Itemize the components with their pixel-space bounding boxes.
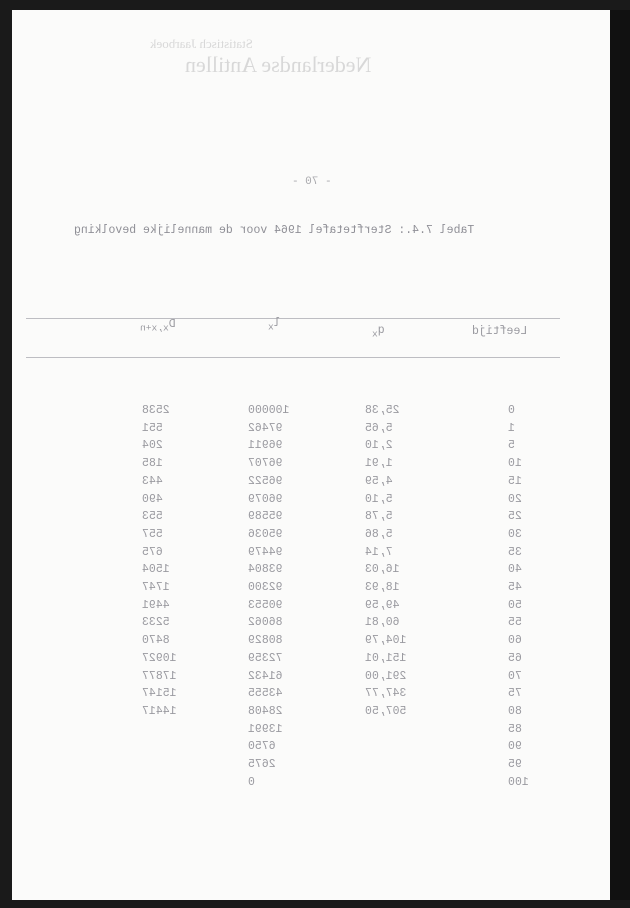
bleed-through-heading: Statistisch Jaarboek [150,36,253,51]
lx-cell: 93804 [248,563,283,577]
qx-cell [365,723,435,736]
qx-cell [365,776,435,789]
dx-cell: 557 [142,527,163,541]
qx-cell: 18,93 [365,581,400,594]
qx-cell: 1,91 [365,457,393,471]
table-row [0,475,630,493]
age-cell: 40 [508,563,522,577]
lx-cell: 0 [248,775,255,789]
column-header-dx: $D_{x,x+n}$ [140,318,176,334]
table-row [0,510,630,528]
table-row [0,616,630,634]
table-row [0,563,630,581]
age-cell: 90 [508,740,522,754]
lx-cell: 96911 [248,439,283,453]
dx-cell: 10927 [142,651,177,665]
age-cell: 50 [508,598,522,612]
age-cell: 60 [508,634,522,648]
dx-cell: 1504 [142,563,170,577]
lx-cell: 96079 [248,492,283,506]
table-row [0,652,630,670]
lx-cell: 43555 [248,687,283,701]
lx-cell: 96522 [248,474,283,488]
dx-cell [142,740,212,753]
lx-cell: 28408 [248,704,283,718]
age-cell: 80 [508,704,522,718]
column-header-age: Leeftijd [472,325,528,338]
dx-cell: 675 [142,545,163,559]
qx-cell: 60,81 [365,616,400,630]
qx-cell: 5,86 [365,527,393,541]
table-row [0,457,630,475]
lx-cell: 96707 [248,457,283,471]
table-row [0,528,630,546]
qx-cell: 347,77 [365,687,407,701]
qx-cell: 104,79 [365,634,407,648]
dx-cell: 15147 [142,687,177,701]
table-row [0,670,630,688]
qx-cell: 25,38 [365,404,400,417]
qx-cell: 5,10 [365,492,393,506]
dx-cell: 553 [142,510,163,524]
age-cell: 100 [508,775,529,789]
dx-cell: 4491 [142,598,170,612]
age-cell: 20 [508,492,522,506]
age-cell: 5 [508,439,515,453]
dx-cell: 185 [142,457,163,471]
qx-cell: 49,59 [365,598,400,612]
table-row [0,758,630,776]
table-row [0,599,630,617]
header-bottom-rule [26,357,560,358]
table-row [0,581,630,599]
page-number: - 70 - [292,176,332,188]
age-cell: 30 [508,527,522,541]
dx-cell: 1747 [142,581,170,594]
lx-cell: 92300 [248,581,283,594]
age-cell: 45 [508,581,522,594]
dx-cell: 14417 [142,704,177,718]
age-cell: 85 [508,722,522,736]
dx-cell: 551 [142,421,163,435]
bleed-through-subheading: Nederlandse Antillen [185,52,372,77]
qx-cell: 151,01 [365,651,407,665]
lx-cell: 94479 [248,545,283,559]
lx-cell: 61432 [248,669,283,683]
lx-cell: 100000 [248,404,290,417]
header-top-rule [26,318,560,319]
dx-cell: 17877 [142,669,177,683]
lx-cell: 95589 [248,510,283,524]
age-cell: 10 [508,457,522,471]
lx-cell: 97462 [248,421,283,435]
table-row [0,705,630,723]
column-header-qx: $q_x$ [372,324,385,340]
table-row [0,776,630,794]
qx-cell: 7,14 [365,545,393,559]
qx-cell: 507,50 [365,704,407,718]
dx-cell [142,776,212,789]
dx-cell: 8470 [142,634,170,648]
dx-cell: 5233 [142,616,170,630]
lx-cell: 90553 [248,598,283,612]
table-row [0,740,630,758]
age-cell: 35 [508,545,522,559]
table-title: Tabel 7.4.: Sterftetafel 1964 voor de mannelijke bevolking [74,224,475,237]
dx-cell: 204 [142,439,163,453]
age-cell: 15 [508,474,522,488]
dx-cell [142,723,212,736]
table-row [0,723,630,741]
dx-cell [142,758,212,771]
qx-cell [365,740,435,753]
lx-cell: 72359 [248,651,283,665]
age-cell: 75 [508,687,522,701]
lx-cell: 2675 [248,758,276,771]
age-cell: 95 [508,758,522,771]
table-row [0,404,630,422]
dx-cell: 443 [142,474,163,488]
qx-cell: 291,00 [365,669,407,683]
qx-cell: 2,10 [365,439,393,453]
table-row [0,546,630,564]
age-cell: 25 [508,510,522,524]
column-header-lx: $l_x$ [268,317,281,333]
age-cell: 55 [508,616,522,630]
age-cell: 0 [508,404,515,417]
lx-cell: 95036 [248,527,283,541]
qx-cell [365,758,435,771]
table-row [0,493,630,511]
age-cell: 1 [508,421,515,435]
dx-cell: 490 [142,492,163,506]
age-cell: 70 [508,669,522,683]
qx-cell: 16,03 [365,563,400,577]
qx-cell: 5,78 [365,510,393,524]
table-row [0,634,630,652]
lx-cell: 13991 [248,722,283,736]
lx-cell: 86062 [248,616,283,630]
lx-cell: 80829 [248,634,283,648]
lx-cell: 6750 [248,740,276,754]
table-row [0,687,630,705]
dx-cell: 2538 [142,404,170,417]
age-cell: 65 [508,651,522,665]
table-row [0,422,630,440]
qx-cell: 4,59 [365,474,393,488]
qx-cell: 5,65 [365,421,393,435]
table-row [0,439,630,457]
